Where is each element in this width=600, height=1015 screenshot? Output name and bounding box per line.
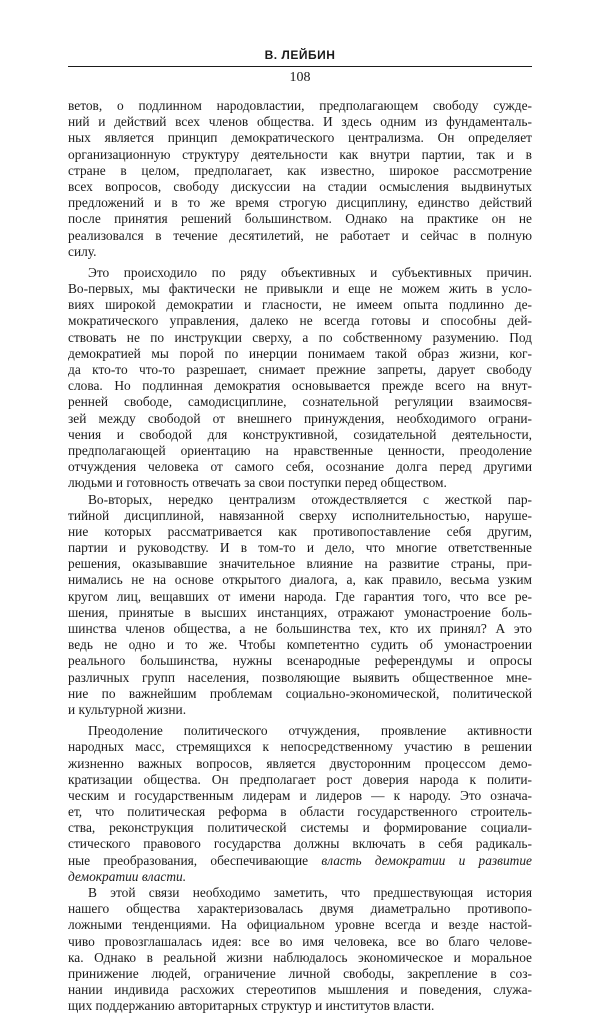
- text-line: чения и свободой для конструктивной, созидательной деятельности,: [68, 426, 532, 442]
- text-line: партии и руководству. И в том-то и дело, что многие ответственные: [68, 540, 532, 556]
- text-line: нании индивида расхожих стереотипов мышления и поведения, служа-: [68, 982, 532, 998]
- text-line: принижение людей, ограничение личной свободы, закрепление в соз-: [68, 965, 532, 981]
- text-line: после принятия решений большинством. Однако на практике он не: [68, 211, 532, 227]
- text-line: нашего общества характеризовалась двумя диаметрально противопо-: [68, 901, 532, 917]
- text-line: реального большинства, нужны всенародные референдумы и опросы: [68, 653, 532, 669]
- emphasis-text: демократии: [68, 868, 139, 884]
- text-line: ет, что политическая реформа в области государственного строитель-: [68, 804, 532, 820]
- paragraph: [68, 265, 532, 492]
- text-line: [68, 869, 532, 885]
- text-line: предложений и в то же время строгую дисциплину, единство действий: [68, 195, 532, 211]
- header-rule: [68, 66, 532, 67]
- text-line: ных является принцип демократического централизма. Он определяет: [68, 130, 532, 146]
- text-line: зей между свободой от внешнего принуждения, необходимого ограни-: [68, 410, 532, 426]
- text-line: ческим и государственным лидерам и лидеров — к народу. Это означа-: [68, 787, 532, 803]
- text-line: ства, реконструкция политической системы и формирование социали-: [68, 820, 532, 836]
- text-line: демократией мы порой по инерции понимаем такой образ жизни, ког-: [68, 345, 532, 361]
- text-line: да кто-то что-то разрешает, снимает прежние запреты, дарует свободу: [68, 362, 532, 377]
- paragraph: [68, 885, 532, 1015]
- text-line: и культурной жизни.: [68, 701, 187, 717]
- text-line: различных групп населения, позволяющие выявить общественное мне-: [68, 669, 532, 685]
- text-line: людьми и готовность отвечать за свои поступки перед обществом.: [68, 475, 447, 491]
- text-line: Во-вторых, нередко централизм отождествляется с жесткой пар-: [88, 491, 532, 507]
- text-line: ка. Однако в реальной жизни наблюдалось экономическое и моральное: [68, 949, 532, 965]
- body-text: [68, 98, 532, 1015]
- text-line: ветов, о подлинном народовластии, предполагающем свободу сужде-: [68, 98, 532, 113]
- running-header-author: В. ЛЕЙБИН: [264, 48, 336, 62]
- text-line: [68, 853, 532, 869]
- text-line: предполагающей ориентацию на нравственные ценности, преодоление: [68, 442, 532, 458]
- text-line: ний и действий всех членов общества. И здесь одним из фундаменталь-: [68, 114, 532, 130]
- text-line: кратизации общества. Он предполагает рост доверия народа к полити-: [68, 771, 532, 787]
- text-line: мократического управления, далеко не всегда готовы и способны дей-: [68, 313, 532, 329]
- text-line: ведь не одно и то же. Чтобы компетентно судить об умонастроении: [68, 637, 532, 653]
- page-number: 108: [289, 70, 311, 85]
- text-segment: ные преобразования, обеспечивающие: [68, 852, 309, 868]
- text-line: кругом лиц, вещавших от имени народа. Где гарантия того, что все ре-: [68, 588, 532, 604]
- text-line: ствовать не по инструкции сверху, а по собственному разумению. Под: [68, 329, 532, 345]
- text-line: народных масс, стремящихся к непосредственному участию в решении: [68, 739, 532, 755]
- text-line: жизненно важных вопросов, является двусторонним процессом демо-: [68, 755, 532, 771]
- text-line: тийной дисциплиной, навязанной сверху исполнительностью, наруше-: [68, 507, 532, 523]
- text-line: нимались не на основе открытого диалога, а, как правило, весьма узким: [68, 572, 532, 588]
- text-line: шения, принятые в высших инстанциях, отражают умонастроение боль-: [68, 604, 532, 620]
- text-line: решения, оказывавшие значительное влияние на развитие страны, при-: [68, 556, 532, 572]
- text-line: щих поддержанию авторитарных структур и институтов власти.: [68, 998, 435, 1014]
- paragraph: [68, 492, 532, 719]
- text-line: реализовался в течение десятилетий, не работает и сейчас в полную: [68, 227, 532, 243]
- text-line: организационную структуру деятельности как внутри партии, так и в: [68, 146, 532, 162]
- text-line: ние по важнейшим проблемам социально-экономической, политической: [68, 685, 532, 701]
- text-line: слова. Но подлинная демократия основывается прежде всего на внут-: [68, 378, 532, 394]
- paragraph: [68, 723, 532, 885]
- text-line: Преодоление политического отчуждения, проявление активности: [88, 723, 532, 739]
- paragraph: [68, 98, 532, 260]
- text-line: Во-первых, мы фактически не привыкли и еще не можем жить в усло-: [68, 281, 532, 297]
- text-line: ние которых рассматривается как противопоставление себя другим,: [68, 523, 532, 539]
- text-line: В этой связи необходимо заметить, что предшествующая история: [88, 885, 532, 900]
- text-line: Это происходило по ряду объективных и субъективных причин.: [88, 264, 532, 280]
- text-line: стране в целом, предполагает, как известно, широкое рассмотрение: [68, 162, 532, 178]
- text-line: всех вопросов, свободу дискуссии на стадии осмысления выдвинутых: [68, 178, 532, 194]
- text-line: чиво провозглашалась идея: все во имя человека, все во благо челове-: [68, 933, 532, 949]
- text-line: отчуждения человека от самого себя, осознание долга перед другими: [68, 459, 532, 475]
- text-line: ложными тенденциями. На официальном уровне всегда и везде настой-: [68, 917, 532, 933]
- text-line: силу.: [68, 243, 97, 259]
- text-line: виях широкой демократии и гласности, не имеем опыта подлинно де-: [68, 297, 532, 313]
- emphasis-text: власть демократии и развитие: [321, 852, 532, 868]
- text-line: шинства членов общества, а не большинства тех, кто их принял? А это: [68, 621, 532, 636]
- text-line: ренней свободе, самодисциплине, сознательной регуляции взаимосвя-: [68, 394, 532, 410]
- emphasis-text: власти.: [141, 868, 187, 884]
- text-line: стического правового государства должны включать в себя радикаль-: [68, 836, 532, 852]
